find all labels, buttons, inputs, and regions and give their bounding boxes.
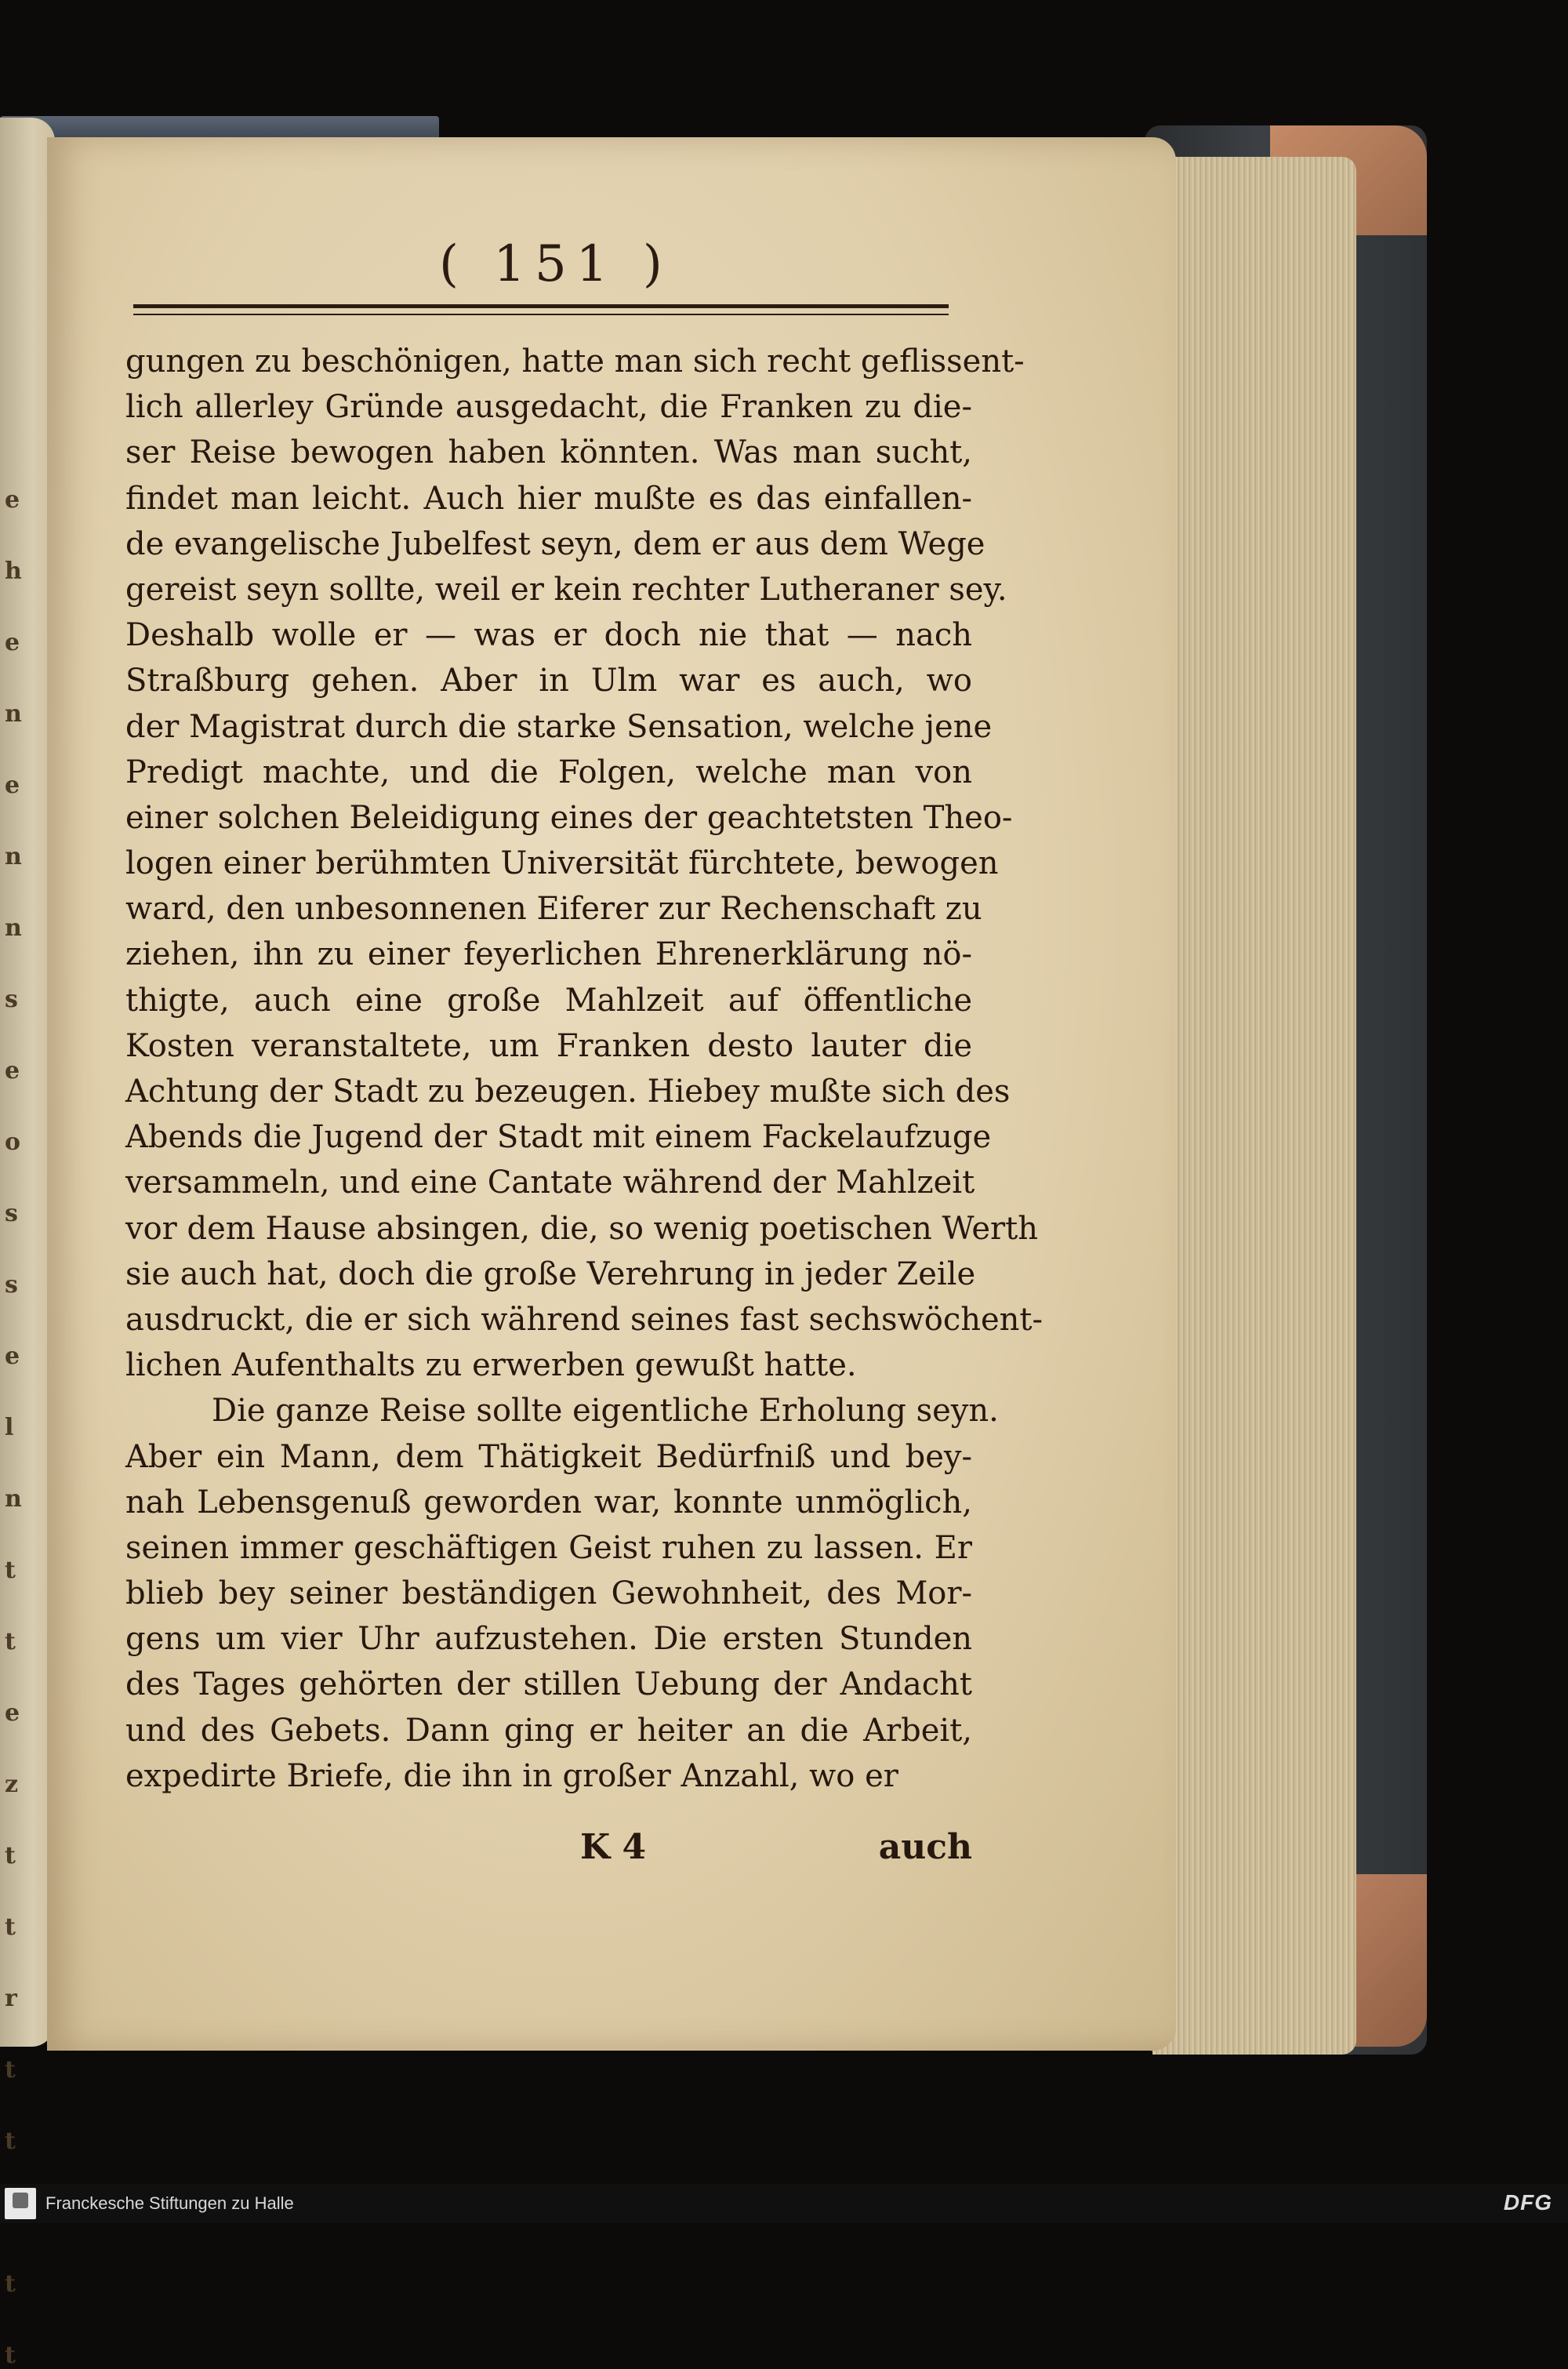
- text-line: Achtung der Stadt zu bezeugen. Hiebey mußte sich des: [125, 1074, 1011, 1110]
- dfg-logo: DFG: [1503, 2190, 1552, 2215]
- text-line: gens um vier Uhr aufzustehen. Die ersten Stunden: [125, 1621, 972, 1658]
- text-line: Straßburg gehen. Aber in Ulm war es auch, wo: [125, 663, 972, 699]
- cover-marbled-edge: [0, 116, 439, 140]
- text-line: Kosten veranstaltete, um Franken desto lauter die: [125, 1027, 972, 1064]
- text-line: des Tages gehörten der stillen Uebung der Andacht: [125, 1666, 972, 1703]
- text-line: sie auch hat, doch die große Verehrung in jeder Zeile: [125, 1255, 976, 1292]
- text-line: ser Reise bewogen haben könnten. Was man sucht,: [125, 434, 972, 471]
- header-rule: [133, 304, 949, 315]
- page-footer: [125, 1827, 972, 1874]
- text-line: einer solchen Beleidigung eines der geachtetsten Theo-: [125, 799, 1013, 836]
- edge-letter: e: [5, 486, 20, 514]
- text-line: lichen Aufenthalts zu erwerben gewußt hatte.: [125, 1347, 857, 1384]
- edge-letter: n: [5, 700, 22, 728]
- text-line: versammeln, und eine Cantate während der Mahlzeit: [125, 1165, 975, 1201]
- text-line: logen einer berühmten Universität fürchtete, bewogen: [125, 845, 999, 882]
- edge-letter: n: [5, 914, 22, 942]
- text-line: expedirte Briefe, die ihn in großer Anzahl, wo er: [125, 1757, 898, 1794]
- edge-letter: e: [5, 1057, 20, 1085]
- edge-letter: e: [5, 772, 20, 799]
- edge-letter: s: [5, 986, 18, 1013]
- text-line: gereist seyn sollte, weil er kein rechter Lutheraner sey.: [125, 571, 1007, 608]
- text-line: Abends die Jugend der Stadt mit einem Fackelaufzuge: [125, 1119, 992, 1156]
- edge-letter: h: [5, 558, 22, 585]
- edge-letter: z: [5, 1771, 19, 1798]
- edge-letter: t: [5, 1628, 16, 1655]
- edge-letter: t: [5, 2342, 16, 2369]
- text-line: gungen zu beschönigen, hatte man sich recht geflissent-: [125, 343, 1025, 380]
- text-line: ziehen, ihn zu einer feyerlichen Ehrenerklärung nö-: [125, 936, 972, 973]
- edge-letter: s: [5, 1271, 18, 1299]
- edge-letter: t: [5, 2127, 16, 2155]
- edge-letter: t: [5, 1557, 16, 1584]
- text-line: Die ganze Reise sollte eigentliche Erholung seyn.: [212, 1393, 999, 1430]
- text-line: thigte, auch eine große Mahlzeit auf öffentliche: [125, 982, 972, 1019]
- edge-letter: s: [5, 1200, 18, 1227]
- edge-letter: n: [5, 1485, 22, 1513]
- page-body-text: [125, 339, 1044, 1799]
- edge-letter: e: [5, 1699, 20, 1727]
- text-line: und des Gebets. Dann ging er heiter an die Arbeit,: [125, 1712, 972, 1749]
- text-line: Aber ein Mann, dem Thätigkeit Bedürfniß und bey-: [125, 1438, 972, 1475]
- page-number-header: ( 151 ): [439, 235, 672, 293]
- text-line: lich allerley Gründe ausgedacht, die Franken zu die-: [125, 389, 972, 426]
- signature-mark: K 4: [580, 1827, 647, 1867]
- edge-letter: n: [5, 843, 22, 870]
- text-line: blieb bey seiner beständigen Gewohnheit, des Mor-: [125, 1575, 972, 1612]
- institution-logo-icon: [5, 2188, 36, 2219]
- edge-letter: t: [5, 2056, 16, 2084]
- catchword: auch: [878, 1827, 972, 1867]
- edge-letter: o: [5, 1128, 21, 1156]
- text-line: ausdruckt, die er sich während seines fast sechswöchent-: [125, 1301, 1044, 1338]
- text-line: findet man leicht. Auch hier mußte es das einfallen-: [125, 480, 972, 517]
- edge-letter: l: [5, 1414, 14, 1441]
- text-line: de evangelische Jubelfest seyn, dem er aus dem Wege: [125, 525, 985, 562]
- text-line: ward, den unbesonnenen Eiferer zur Rechenschaft zu: [125, 891, 982, 928]
- edge-letter: e: [5, 1343, 20, 1370]
- edge-letter: e: [5, 629, 20, 656]
- text-line: nah Lebensgenuß geworden war, konnte unmöglich,: [125, 1484, 972, 1521]
- edge-letter: t: [5, 1842, 16, 1869]
- text-line: Deshalb wolle er — was er doch nie that — nach: [125, 617, 972, 654]
- text-line: der Magistrat durch die starke Sensation, welche jene: [125, 708, 993, 745]
- text-line: seinen immer geschäftigen Geist ruhen zu lassen. Er: [125, 1529, 972, 1566]
- page-edge-block: [1152, 157, 1356, 2055]
- text-line: vor dem Hause absingen, die, so wenig poetischen Werth: [125, 1210, 1039, 1247]
- institution-credit: Franckesche Stiftungen zu Halle: [45, 2193, 294, 2213]
- edge-letter: r: [5, 1985, 17, 2012]
- left-page-edge-letters: [5, 486, 36, 2369]
- edge-letter: t: [5, 1913, 16, 1941]
- text-line: Predigt machte, und die Folgen, welche man von: [125, 754, 972, 790]
- edge-letter: t: [5, 2270, 16, 2298]
